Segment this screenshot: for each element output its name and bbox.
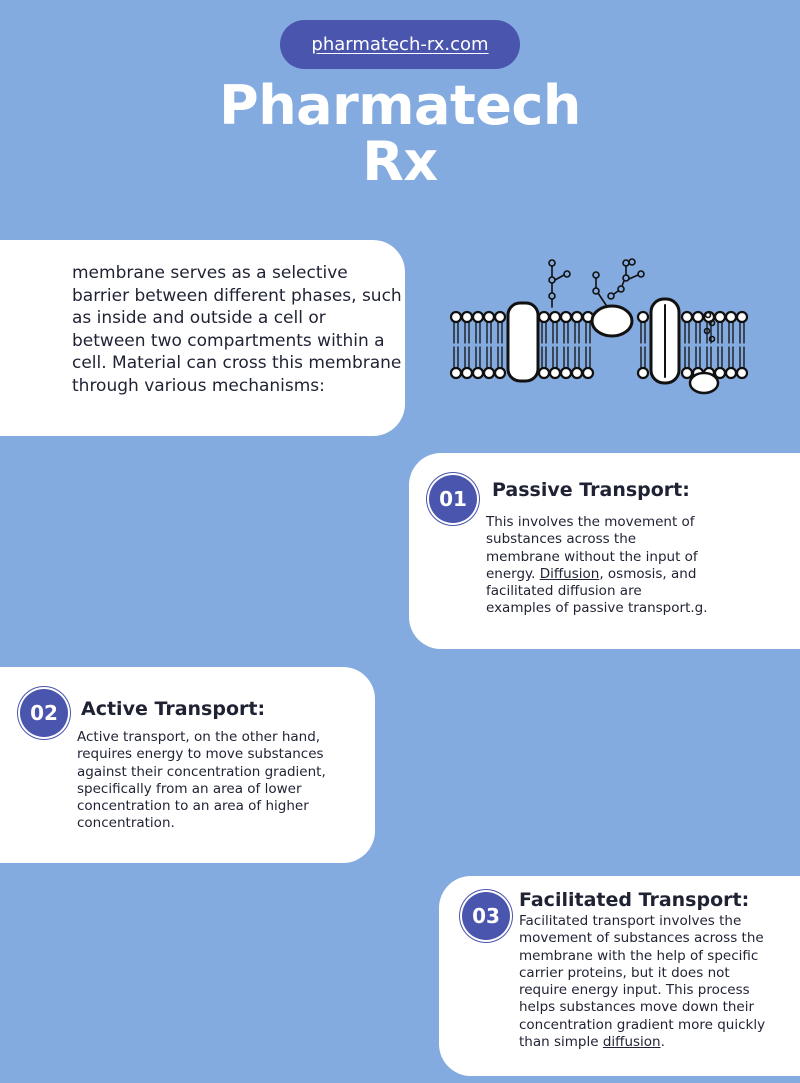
carbohydrate-chain-icon xyxy=(549,259,715,342)
transmembrane-protein-icon xyxy=(508,303,538,381)
site-link-pill[interactable] xyxy=(280,20,520,69)
lipid-head xyxy=(726,368,736,378)
cell-membrane-icon xyxy=(446,255,756,400)
lipid-head xyxy=(583,368,593,378)
peripheral-protein-icon xyxy=(592,306,632,336)
title-line-1: Pharmatech xyxy=(219,74,581,137)
lipid-head xyxy=(550,368,560,378)
lipid-head xyxy=(715,312,725,322)
lipid-head xyxy=(737,368,747,378)
lipid-head xyxy=(550,312,560,322)
site-link[interactable]: pharmatech-rx.com xyxy=(311,34,489,55)
lipid-head xyxy=(638,312,648,322)
glycoprotein-base-icon xyxy=(690,373,718,393)
lipid-head xyxy=(451,312,461,322)
lipid-head xyxy=(572,312,582,322)
facilitated-body-text-end: . xyxy=(660,1034,665,1051)
active-transport-card xyxy=(0,667,375,863)
lipid-head xyxy=(451,368,461,378)
lipid-head xyxy=(561,312,571,322)
step-badge-03: 03 xyxy=(462,892,510,940)
lipid-head xyxy=(539,368,549,378)
facilitated-body-text: Facilitated transport involves the movement of substances across the membrane with the help of specific carrier proteins, but it does not require energy input. This process helps substances move down their concentration gradient more quickly than simple xyxy=(519,913,766,1051)
lipid-head xyxy=(539,312,549,322)
intro-text: membrane serves as a selective barrier between different phases, such as inside and outside a cell or between two compartments within a cell. Material can cross this membrane through various mechanisms: xyxy=(72,263,402,396)
lipid-head xyxy=(682,368,692,378)
facilitated-transport-card xyxy=(439,876,800,1076)
lipid-head xyxy=(693,312,703,322)
page-title xyxy=(0,74,800,193)
passive-transport-body xyxy=(486,514,711,618)
lipid-head xyxy=(682,312,692,322)
active-transport-body: Active transport, on the other hand, requires energy to move substances against their concentration gradient, specifically from an area of lower concentration to an area of higher concentration. xyxy=(77,729,326,832)
lipid-head xyxy=(473,312,483,322)
passive-transport-card xyxy=(409,453,800,649)
passive-transport-heading: Passive Transport: xyxy=(492,479,690,501)
intro-card xyxy=(0,240,405,436)
step-badge-02: 02 xyxy=(20,689,68,737)
lipid-head xyxy=(484,312,494,322)
lipid-head xyxy=(726,312,736,322)
title-line-2: Rx xyxy=(362,130,438,193)
lipid-head xyxy=(495,368,505,378)
diffusion-link[interactable]: Diffusion xyxy=(539,565,600,582)
facilitated-transport-body xyxy=(519,913,781,1051)
lipid-head xyxy=(715,368,725,378)
lipid-head xyxy=(473,368,483,378)
lipid-head xyxy=(484,368,494,378)
lipid-head xyxy=(737,312,747,322)
lipid-head xyxy=(462,368,472,378)
diffusion-link[interactable]: diffusion xyxy=(602,1034,661,1051)
lipid-head xyxy=(561,368,571,378)
active-transport-heading: Active Transport: xyxy=(81,698,266,720)
passive-body-text-end: , osmosis, and facilitated diffusion are examples of passive transport.g. xyxy=(486,565,708,617)
lipid-head xyxy=(572,368,582,378)
lipid-head xyxy=(638,368,648,378)
step-badge-01: 01 xyxy=(429,475,477,523)
facilitated-transport-heading: Facilitated Transport: xyxy=(519,889,750,911)
lipid-head xyxy=(462,312,472,322)
passive-body-text: This involves the movement of substances across the membrane without the input of energy. xyxy=(486,514,698,582)
lipid-head xyxy=(495,312,505,322)
